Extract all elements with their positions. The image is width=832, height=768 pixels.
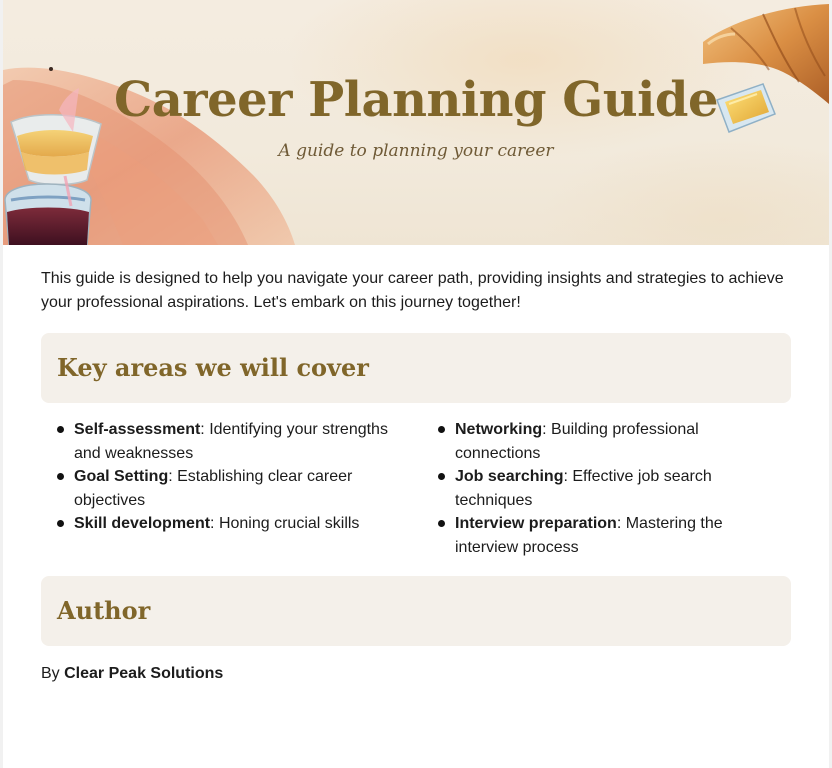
list-item-term: Skill development	[74, 515, 211, 532]
key-areas-list-right	[438, 418, 768, 559]
list-item	[57, 465, 397, 512]
list-item	[57, 418, 397, 465]
page-subtitle: A guide to planning your career	[278, 141, 554, 161]
key-areas-heading-box	[41, 333, 791, 403]
bullet-icon	[57, 520, 64, 527]
list-item-term: Interview preparation	[455, 515, 617, 532]
author-heading-box	[41, 576, 791, 646]
list-item	[438, 465, 768, 512]
document-page	[3, 0, 829, 768]
intro-paragraph: This guide is designed to help you navigate your career path, providing insights and strategies to achieve your professional aspirations. Let's embark on this journey together!	[41, 270, 784, 311]
list-item-desc: : Establishing clear career objectives	[74, 468, 353, 509]
header-banner	[3, 0, 829, 245]
bullet-icon	[438, 520, 445, 527]
bullet-icon	[438, 473, 445, 480]
byline-prefix: By	[41, 665, 65, 682]
bullet-icon	[438, 426, 445, 433]
list-item-term: Networking	[455, 421, 543, 438]
bullet-icon	[57, 473, 64, 480]
key-areas-list-left	[57, 418, 397, 536]
list-item-term: Self-assessment	[74, 421, 201, 438]
page-title: Career Planning Guide	[113, 72, 719, 128]
author-name: Clear Peak Solutions	[64, 665, 224, 682]
list-item	[438, 418, 768, 465]
list-item-desc: : Honing crucial skills	[210, 515, 360, 532]
list-item-desc: : Mastering the interview process	[455, 515, 723, 556]
list-item	[57, 512, 397, 536]
list-item-desc: : Building professional connections	[455, 421, 699, 462]
key-areas-heading: Key areas we will cover	[57, 353, 369, 382]
list-item-term: Goal Setting	[74, 468, 169, 485]
list-item	[438, 512, 768, 559]
author-heading: Author	[57, 596, 151, 625]
list-item-desc: : Identifying your strengths and weaknesses	[74, 421, 388, 462]
list-item-desc: : Effective job search techniques	[455, 468, 712, 509]
bullet-icon	[57, 426, 64, 433]
author-byline	[41, 662, 223, 686]
list-item-term: Job searching	[455, 468, 564, 485]
